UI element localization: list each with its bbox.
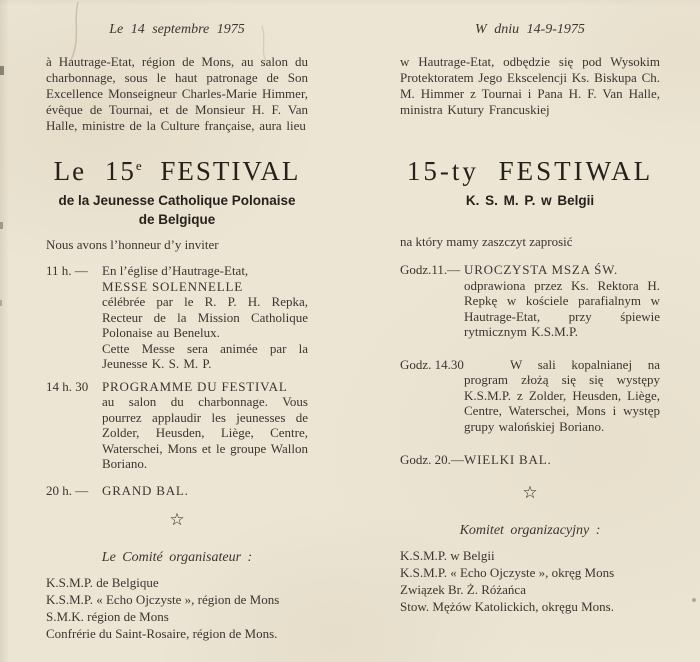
schedule-text: célébrée par le R. P. H. Repka, Recteur de la Mission Catholique Polonaise au Benelux. [102,294,308,340]
committee-item: Confrérie du Saint-Rosaire, région de Mons. [46,626,278,641]
committee-item: Związek Br. Ż. Różańca [400,581,526,597]
subtitle-line: de Belgique [138,212,216,227]
scan-speck [0,66,4,75]
committee-section [46,550,308,642]
schedule-text: Cette Messe sera animée par la Jeunesse K. S. M. P. [102,340,308,371]
page-subtitle [400,191,660,210]
schedule-time: 14 h. 30 [46,378,89,394]
schedule-text: En l’église d’Hautrage-Etat, [102,263,249,278]
schedule-item [46,379,308,472]
intro-paragraph: à Hautrage-Etat, région de Mons, au salon du charbonnage, sous le haut patronage de Son Excellence Monseigneur Charles-Marie Himmer, évêque de Tournai, et de Monsieur H. F. Van Halle, ministre de la Culture française, aura lieu [46,54,308,133]
scan-speck [692,598,696,602]
schedule-item [400,357,660,435]
scan-speck [0,222,3,229]
page-subtitle [46,191,308,229]
schedule-text: UROCZYSTA MSZA ŚW. [464,262,619,277]
committee-item: K.S.M.P. « Echo Ojczyste », okręg Mons [400,564,615,580]
title-word: FESTIWAL [498,156,654,186]
invitation-line: na który mamy zaszczyt zaprosić [400,234,573,249]
committee-item: Stow. Mężów Katolickich, okręgu Mons. [400,598,614,614]
schedule-time: Godz. 14.30 [400,356,464,372]
schedule [400,262,660,468]
page-title [46,156,308,187]
schedule-text: MESSE SOLENNELLE [102,278,243,294]
star-icon: ☆ [169,510,185,529]
schedule-text: W sali kopalnianej na program złożą się się występy K.S.M.P. z Zolder, Heusden, Liège, Centre, Waterschei, Mons i występ grupy walońskiej Boriano. [464,356,660,434]
title-number: 15 [104,156,136,186]
schedule-item [46,483,308,499]
french-page-column [46,22,308,642]
committee-section [400,523,660,615]
scan-speck [0,300,2,306]
committee-list [400,547,660,615]
schedule-item [400,262,660,340]
date-line: W dniu 14-9-1975 [475,22,585,37]
intro-paragraph: w Hautrage-Etat, odbędzie się pod Wysokim Protektoratem Jego Ekscelencji Ks. Biskupa Ch. M. Himmer z Tournai i Pana H. F. Van Halle, ministra Kutury Francuskiej [400,54,660,117]
schedule-text: odprawiona przez Ks. Rektora H. Repkę w kościele parafialnym w Hautrage-Etat, przy śpiewie rytmicznym K.S.M.P. [464,277,660,339]
title-ordinal-sup: e [135,158,142,173]
committee-item: S.M.K. région de Mons [46,609,169,624]
schedule-time: 11 h. — [46,263,88,278]
schedule-time: Godz.11.— [400,262,461,277]
schedule-time: Godz. 20.— [400,452,464,467]
polish-page-column [400,22,660,615]
committee-item: K.S.M.P. « Echo Ojczyste », région de Mons [46,592,280,607]
title-number: 15-ty [406,156,479,186]
date-line: Le 14 septembre 1975 [109,22,245,37]
invitation-line: Nous avons l’honneur d’y inviter [46,237,219,252]
star-icon: ☆ [522,482,538,502]
schedule-text: GRAND BAL. [102,482,189,498]
schedule-item [400,452,660,468]
title-word: Le [53,156,87,186]
subtitle-line: K. S. M. P. w Belgii [465,193,595,208]
committee-item: K.S.M.P. de Belgique [46,575,159,590]
page-title [400,156,660,187]
title-word: FESTIVAL [160,156,301,186]
schedule-text: PROGRAMME DU FESTIVAL [102,378,288,394]
schedule-time: 20 h. — [46,482,89,498]
divider [46,510,308,530]
schedule-item [46,263,308,372]
divider [400,483,660,503]
committee-list [46,574,308,642]
schedule-text: WIELKI BAL. [464,452,552,467]
committee-header: Komitet organizacyjny : [459,522,601,538]
subtitle-line: de la Jeunesse Catholique Polonaise [58,193,296,208]
committee-header: Le Comité organisateur : [101,550,253,565]
committee-item: K.S.M.P. w Belgii [400,547,495,563]
schedule-text: au salon du charbonnage. Vous pourrez applaudir les jeunesses de Zolder, Heusden, Liège, Centre, Waterschei, Mons et le groupe Wallon Boriano. [102,394,308,471]
schedule [46,263,308,498]
